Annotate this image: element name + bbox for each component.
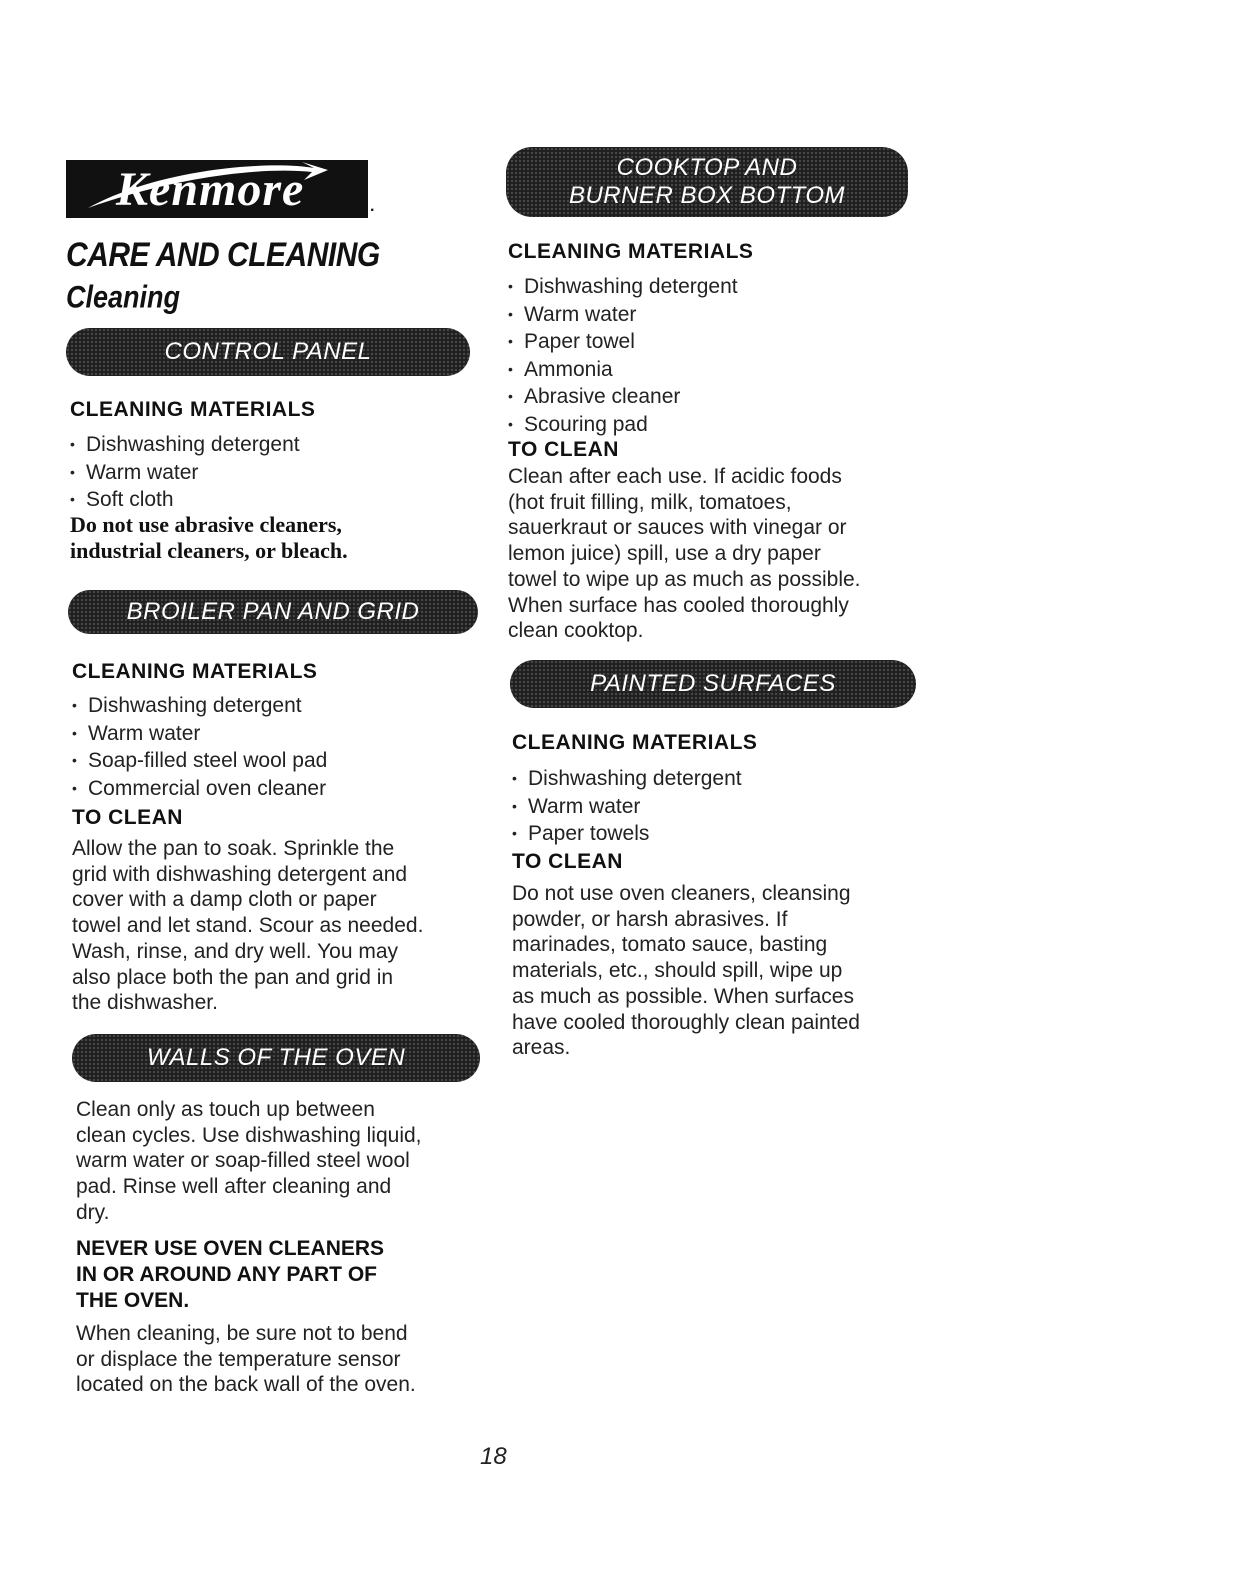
- list-item: • Paper towel: [508, 330, 635, 353]
- bullet-icon: •: [72, 724, 77, 741]
- bullet-icon: •: [508, 360, 513, 377]
- list-item: • Scouring pad: [508, 412, 648, 436]
- bullet-icon: •: [512, 770, 517, 786]
- broiler-pan-banner: [68, 590, 478, 634]
- to-clean-heading: TO CLEAN: [508, 438, 619, 461]
- never-use-warning: NEVER USE OVEN CLEANERS IN OR AROUND ANY PART OF THE OVEN.: [76, 1237, 385, 1312]
- bullet-icon: •: [72, 752, 77, 768]
- list-item: • Dishwashing detergent: [508, 275, 738, 298]
- list-item: • Soft cloth: [70, 488, 174, 511]
- to-clean-heading: TO CLEAN: [72, 806, 183, 829]
- logo-wordmark: Kenmore: [116, 163, 305, 216]
- banner-label: BROILER PAN AND GRID: [126, 598, 420, 625]
- to-clean-text: Do not use oven cleaners, cleansing powder, or harsh abrasives. If marinades, tomato sauce, basting materials, etc., should spill, wipe up as much as possible. When surfaces have cooled thoroughly clean painted areas.: [512, 882, 860, 1060]
- list-item: • Paper towels: [512, 822, 650, 845]
- page-subtitle: Cleaning: [66, 280, 181, 315]
- to-clean-text: Clean after each use. If acidic foods (hot fruit filling, milk, tomatoes, sauerkraut or sauces with vinegar or lemon juice) spill, use a dry paper towel to wipe up as much as possible. When surface has cooled thoroughly clean cooktop.: [508, 465, 861, 643]
- list-item: • Warm water: [72, 721, 201, 745]
- logo-registered-mark: .: [370, 198, 375, 215]
- to-clean-text: Allow the pan to soak. Sprinkle the grid with dishwashing detergent and cover with a damp cloth or paper towel and let stand. Scour as needed. Wash, rinse, and dry well. You may also place both the pan and grid in the dishwasher.: [72, 837, 424, 1015]
- bullet-icon: •: [508, 278, 513, 294]
- section-heading: CLEANING MATERIALS: [72, 660, 318, 683]
- list-item: • Abrasive cleaner: [508, 385, 681, 408]
- materials-list: [508, 273, 738, 438]
- to-clean-heading: TO CLEAN: [512, 850, 623, 873]
- bullet-icon: •: [72, 779, 77, 796]
- list-item: • Warm water: [512, 794, 641, 818]
- materials-list: [512, 765, 742, 848]
- control-panel-banner: [66, 328, 470, 376]
- bullet-icon: •: [70, 491, 75, 507]
- page-number: 18: [480, 1443, 507, 1470]
- warning-text: Do not use abrasive cleaners, industrial cleaners, or bleach.: [70, 512, 348, 563]
- banner-label: PAINTED SURFACES: [590, 670, 836, 697]
- list-item: • Warm water: [70, 460, 199, 484]
- section-heading: CLEANING MATERIALS: [512, 731, 758, 754]
- list-item: • Dishwashing detergent: [512, 767, 742, 790]
- bullet-icon: •: [72, 697, 77, 713]
- list-item: • Dishwashing detergent: [70, 433, 300, 456]
- painted-surfaces-banner: [510, 660, 916, 708]
- bullet-icon: •: [512, 797, 517, 814]
- bullet-icon: •: [508, 388, 513, 404]
- list-item: • Soap-filled steel wool pad: [72, 749, 328, 772]
- bullet-icon: •: [70, 463, 75, 480]
- sensor-note: When cleaning, be sure not to bend or displace the temperature sensor located on the back wall of the oven.: [76, 1322, 416, 1397]
- banner-label: COOKTOP AND BURNER BOX BOTTOM: [568, 154, 846, 209]
- list-item: • Warm water: [508, 302, 637, 326]
- bullet-icon: •: [508, 305, 513, 322]
- list-item: • Dishwashing detergent: [72, 694, 302, 717]
- bullet-icon: •: [512, 825, 517, 841]
- walls-of-oven-banner: [72, 1034, 480, 1082]
- cooktop-banner: [506, 147, 908, 217]
- materials-list: [70, 431, 300, 514]
- banner-label: CONTROL PANEL: [164, 338, 372, 365]
- bullet-icon: •: [70, 436, 75, 452]
- materials-list: [72, 692, 327, 802]
- list-item: • Ammonia: [508, 357, 613, 381]
- bullet-icon: •: [508, 415, 513, 432]
- bullet-icon: •: [508, 333, 513, 349]
- walls-text: Clean only as touch up between clean cycles. Use dishwashing liquid, warm water or soap-filled steel wool pad. Rinse well after cleaning and dry.: [76, 1098, 422, 1224]
- banner-label: WALLS OF THE OVEN: [146, 1044, 406, 1071]
- kenmore-logo: [66, 160, 380, 218]
- page-title: CARE AND CLEANING: [66, 236, 380, 274]
- section-heading: CLEANING MATERIALS: [70, 398, 316, 421]
- list-item: • Commercial oven cleaner: [72, 776, 327, 800]
- section-heading: CLEANING MATERIALS: [508, 240, 754, 263]
